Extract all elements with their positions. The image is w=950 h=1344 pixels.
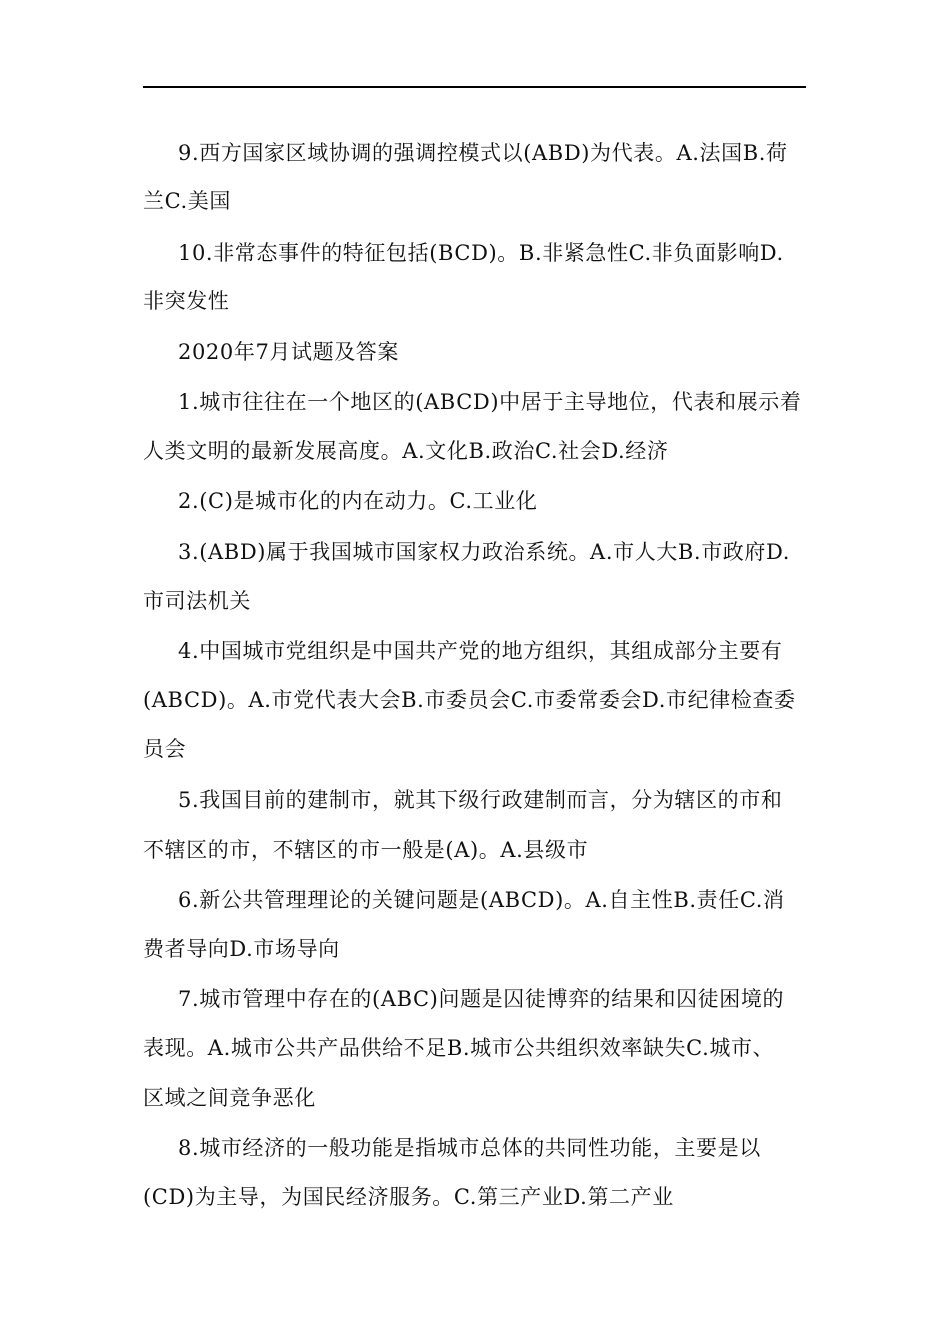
question-5-line-2: 不辖区的市，不辖区的市一般是(A)。A.县级市 <box>143 838 589 862</box>
question-4-line-2: (ABCD)。A.市党代表大会B.市委员会C.市委常委会D.市纪律检查委 <box>143 688 796 712</box>
section-heading: 2020年7月试题及答案 <box>178 340 400 364</box>
question-8-line-1: 8.城市经济的一般功能是指城市总体的共同性功能，主要是以 <box>178 1136 761 1160</box>
question-9-line-1: 9.西方国家区域协调的强调控模式以(ABD)为代表。A.法国B.荷 <box>178 141 788 165</box>
question-1-line-1: 1.城市往往在一个地区的(ABCD)中居于主导地位，代表和展示着 <box>178 390 802 414</box>
question-2-line-1: 2.(C)是城市化的内在动力。C.工业化 <box>178 489 538 513</box>
question-3-line-1: 3.(ABD)属于我国城市国家权力政治系统。A.市人大B.市政府D. <box>178 540 790 564</box>
question-10-line-2: 非突发性 <box>143 289 230 313</box>
question-4-line-3: 员会 <box>143 737 187 761</box>
question-9-line-2: 兰C.美国 <box>143 189 231 213</box>
question-1-line-2: 人类文明的最新发展高度。A.文化B.政治C.社会D.经济 <box>143 439 669 463</box>
question-6-line-2: 费者导向D.市场导向 <box>143 937 340 961</box>
question-4-line-1: 4.中国城市党组织是中国共产党的地方组织，其组成部分主要有 <box>178 639 783 663</box>
question-10-line-1: 10.非常态事件的特征包括(BCD)。B.非紧急性C.非负面影响D. <box>178 241 784 265</box>
question-7-line-2: 表现。A.城市公共产品供给不足B.城市公共组织效率缺失C.城市、 <box>143 1036 775 1060</box>
question-8-line-2: (CD)为主导，为国民经济服务。C.第三产业D.第二产业 <box>143 1185 674 1209</box>
question-3-line-2: 市司法机关 <box>143 589 251 613</box>
question-5-line-1: 5.我国目前的建制市，就其下级行政建制而言，分为辖区的市和 <box>178 788 783 812</box>
header-rule <box>143 86 806 88</box>
question-7-line-1: 7.城市管理中存在的(ABC)问题是囚徒博弈的结果和囚徒困境的 <box>178 987 785 1011</box>
question-7-line-3: 区域之间竞争恶化 <box>143 1086 316 1110</box>
question-6-line-1: 6.新公共管理理论的关键问题是(ABCD)。A.自主性B.责任C.消 <box>178 888 785 912</box>
